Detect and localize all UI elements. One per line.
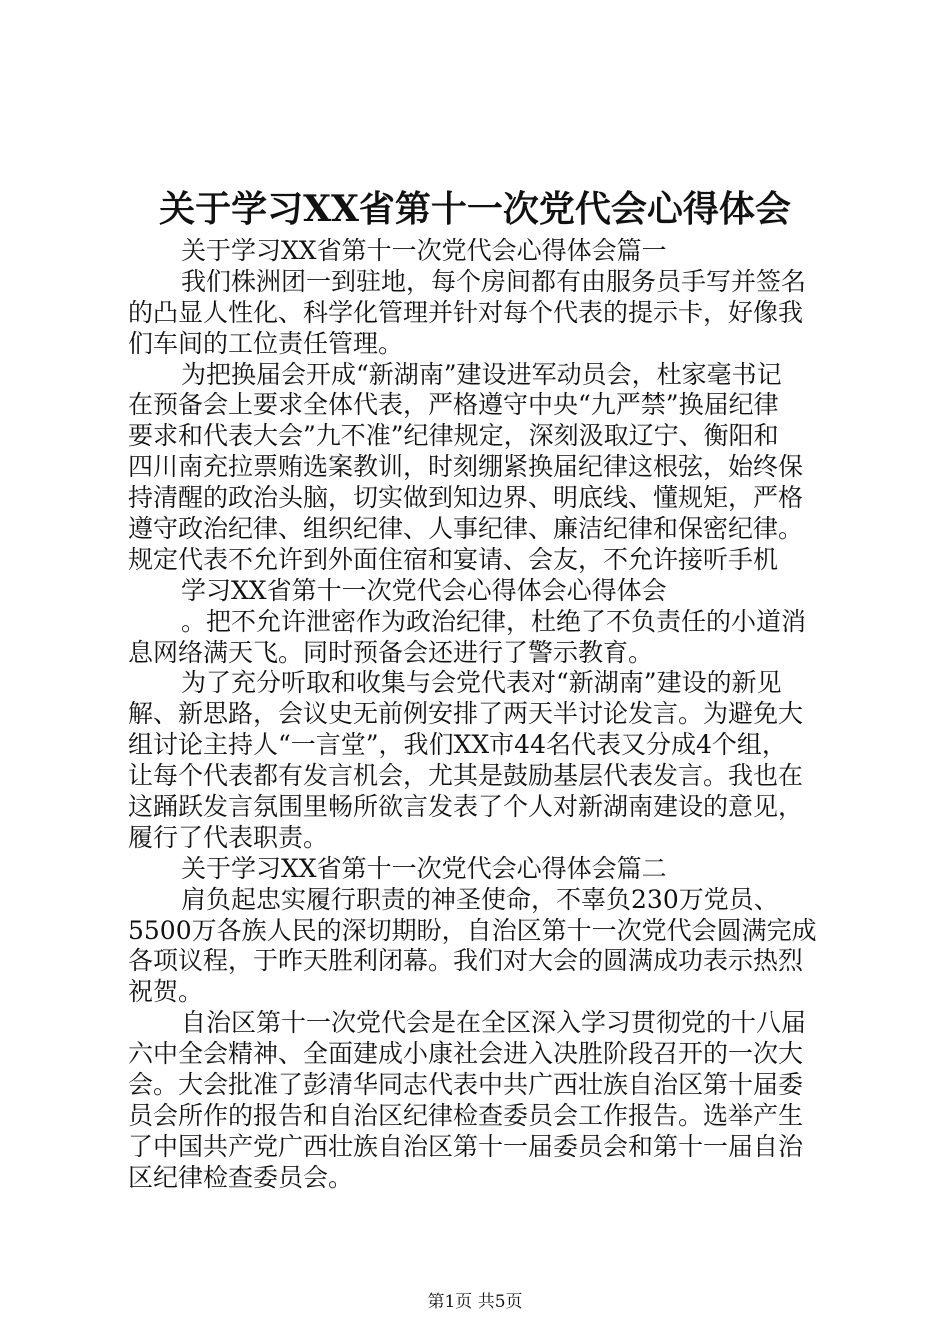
text-line: 为了充分听取和收集与会党代表对“新湖南”建设的新见 — [181, 668, 782, 698]
text-line: 让每个代表都有发言机会，尤其是鼓励基层代表发言。我也在 — [128, 761, 804, 791]
text-line: 解、新思路，会议史无前例安排了两天半讨论发言。为避免大 — [128, 699, 804, 729]
text-line: 自治区第十一次党代会是在全区深入学习贯彻党的十八届 — [181, 1008, 807, 1038]
text-line: 要求和代表大会”九不准”纪律规定，深刻汲取辽宁、衡阳和 — [128, 421, 779, 451]
text-line: 们车间的工位责任管理。 — [128, 328, 404, 358]
text-line: 员会所作的报告和自治区纪律检查委员会工作报告。选举产生 — [128, 1100, 804, 1130]
text-line: 祝贺。 — [128, 977, 204, 1007]
text-line: 在预备会上要求全体代表，严格遵守中央“九严禁”换届纪律 — [128, 390, 779, 420]
text-line: 组讨论主持人“一言堂”，我们XX市44名代表又分成4个组， — [128, 730, 787, 760]
text-line: 了中国共产党广西壮族自治区第十一届委员会和第十一届自治 — [128, 1131, 804, 1161]
text-line: 各项议程，于昨天胜利闭幕。我们对大会的圆满成功表示热烈 — [128, 946, 804, 976]
text-line: 这踊跃发言氛围里畅所欲言发表了个人对新湖南建设的意见， — [128, 792, 804, 822]
document-body — [128, 236, 834, 1194]
text-line: 关于学习XX省第十一次党代会心得体会篇二 — [181, 853, 667, 883]
text-line: 四川南充拉票贿选案教训，时刻绷紧换届纪律这根弦，始终保 — [128, 452, 804, 482]
text-line: 关于学习XX省第十一次党代会心得体会篇一 — [181, 236, 667, 265]
text-line: 学习XX省第十一次党代会心得体会心得体会 — [181, 575, 667, 605]
text-line: 5500万各族人民的深切期盼，自治区第十一次党代会圆满完成 — [128, 915, 817, 945]
text-line: 肩负起忠实履行职责的神圣使命，不辜负230万党员、 — [181, 884, 779, 914]
text-line: 。把不允许泄密作为政治纪律，杜绝了不负责任的小道消 — [181, 606, 807, 636]
text-line: 六中全会精神、全面建成小康社会进入决胜阶段召开的一次大 — [128, 1039, 804, 1069]
text-line: 的凸显人性化、科学化管理并针对每个代表的提示卡，好像我 — [128, 297, 804, 327]
text-line: 会。大会批准了彭清华同志代表中共广西壮族自治区第十届委 — [128, 1070, 804, 1100]
text-line: 遵守政治纪律、组织纪律、人事纪律、廉洁纪律和保密纪律。 — [128, 514, 804, 544]
text-line: 持清醒的政治头脑，切实做到知边界、明底线、懂规矩，严格 — [128, 483, 804, 513]
text-line: 区纪律检查委员会。 — [128, 1162, 354, 1192]
document-title: 关于学习XX省第十一次党代会心得体会 — [159, 188, 791, 230]
text-line: 为把换届会开成“新湖南”建设进军动员会，杜家毫书记 — [181, 359, 782, 389]
text-line: 规定代表不允许到外面住宿和宴请、会友，不允许接听手机 — [128, 544, 779, 574]
text-line: 我们株洲团一到驻地，每个房间都有由服务员手写并签名 — [181, 266, 807, 296]
page-footer: 第1页 共5页 — [427, 1292, 523, 1312]
text-line: 履行了代表职责。 — [128, 822, 329, 852]
text-line: 息网络满天飞。同时预备会还进行了警示教育。 — [128, 637, 654, 667]
